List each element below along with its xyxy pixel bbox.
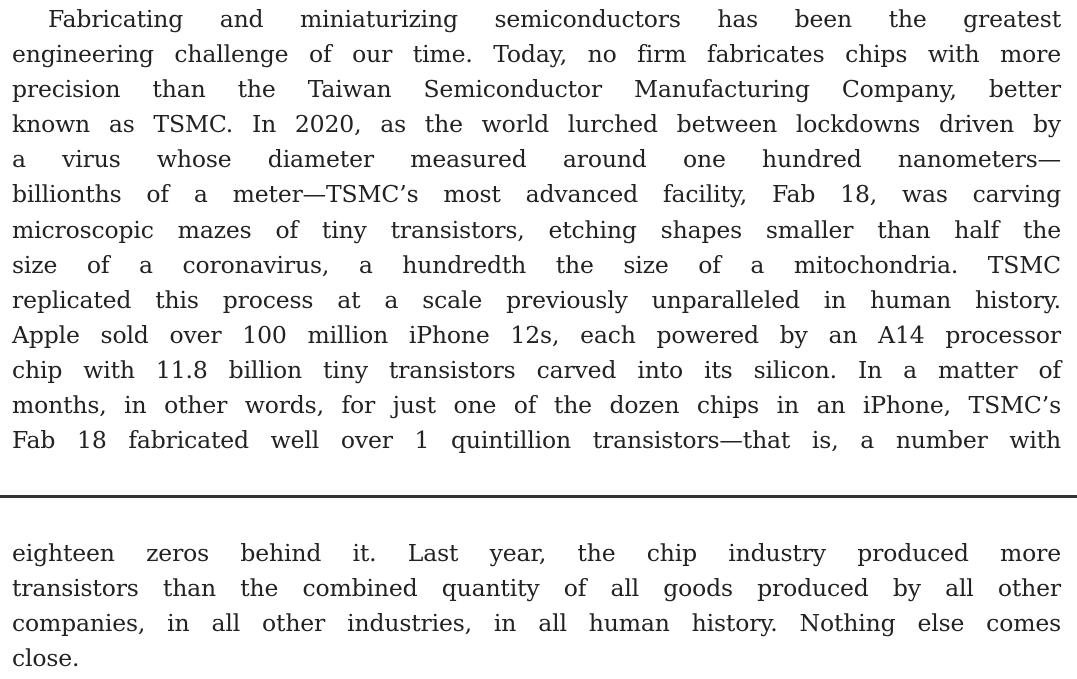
text-line: Apple sold over 100 million iPhone 12s, each powered by an A14 processor [12, 320, 1061, 349]
text-line: months, in other words, for just one of the dozen chips in an iPhone, TSMC’s [12, 391, 1061, 420]
text-line: Fabricating and miniaturizing semiconductors has been the greatest [48, 5, 1061, 33]
text-line: chip with 11.8 billion tiny transistors carved into its silicon. In a matter of [12, 355, 1061, 384]
page-2-text [12, 536, 1061, 676]
text-line: precision than the Taiwan Semiconductor Manufacturing Company, better [12, 75, 1061, 104]
text-line: Fab 18 fabricated well over 1 quintillion transistors—that is, a number with [12, 426, 1061, 455]
page-1-text [12, 2, 1061, 458]
text-line: microscopic mazes of tiny transistors, etching shapes smaller than half the [12, 215, 1061, 244]
text-line: size of a coronavirus, a hundredth the size of a mitochondria. TSMC [12, 250, 1061, 279]
text-line: billionths of a meter—TSMC’s most advanced facility, Fab 18, was carving [12, 180, 1061, 209]
text-line: close. [12, 644, 80, 673]
text-line: known as TSMC. In 2020, as the world lurched between lockdowns driven by [12, 110, 1061, 139]
text-line: engineering challenge of our time. Today, no firm fabricates chips with more [12, 40, 1061, 69]
text-line: eighteen zeros behind it. Last year, the chip industry produced more [12, 539, 1061, 567]
text-line: a virus whose diameter measured around one hundred nanometers— [12, 145, 1061, 174]
text-line: companies, in all other industries, in all human history. Nothing else comes [12, 609, 1061, 638]
page-divider [0, 495, 1077, 498]
text-line: transistors than the combined quantity of all goods produced by all other [12, 574, 1061, 603]
text-line: replicated this process at a scale previously unparalleled in human history. [12, 285, 1061, 314]
